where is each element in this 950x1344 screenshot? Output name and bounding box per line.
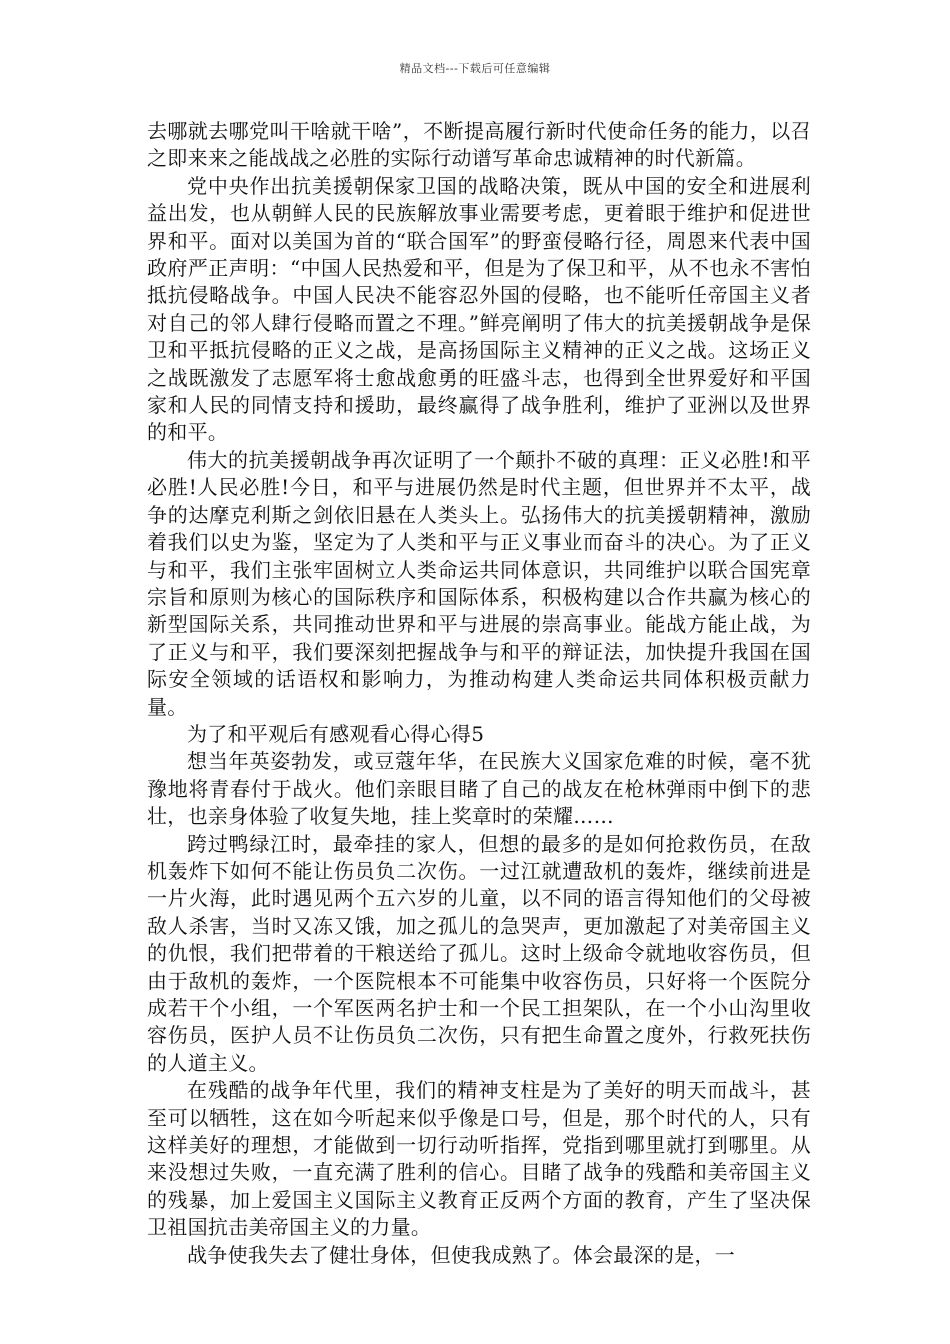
paragraph: 跨过鸭绿江时，最牵挂的家人，但想的最多的是如何抢救伤员，在敌机轰炸下如何不能让伤员负二次伤。一过江就遭敌机的轰炸，继续前进是一片火海，此时遇见两个五六岁的儿童，以不同的语言得知他们的父母被敌人杀害，当时又冻又饿，加之孤儿的急哭声，更加激起了对美帝国主义的仇恨，我们把带着的干粮送给了孤儿。这时上级命令就地收容伤员，但由于敌机的轰炸，一个医院根本不可能集中收容伤员，只好将一个医院分成若干个小组，一个军医两名护士和一个民工担架队，在一个小山沟里收容伤员，医护人员不让伤员负二次伤，只有把生命置之度外，行救死扶伤的人道主义。 (147, 831, 811, 1075)
paragraph-continuation: 去哪就去哪党叫干啥就干啥”，不断提高履行新时代使命任务的能力，以召之即来来之能战战之必胜的实际行动谱写革命忠诚精神的时代新篇。 (147, 119, 811, 171)
document-body (147, 118, 811, 1269)
page-header: 精品文档---下载后可任意编辑 (399, 62, 551, 75)
section-heading: 为了和平观后有感观看心得心得5 (187, 721, 485, 746)
paragraph: 党中央作出抗美援朝保家卫国的战略决策，既从中国的安全和进展利益出发，也从朝鲜人民的民族解放事业需要考虑，更着眼于维护和促进世界和平。面对以美国为首的“联合国军”的野蛮侵略行径，周恩来代表中国政府严正声明：“中国人民热爱和平，但是为了保卫和平，从不也永不害怕抵抗侵略战争。中国人民决不能容忍外国的侵略，也不能听任帝国主义者对自己的邻人肆行侵略而置之不理。”鲜亮阐明了伟大的抗美援朝战争是保卫和平抵抗侵略的正义之战，是高扬国际主义精神的正义之战。这场正义之战既激发了志愿军将士愈战愈勇的旺盛斗志，也得到全世界爱好和平国家和人民的同情支持和援助，最终赢得了战争胜利，维护了亚洲以及世界的和平。 (147, 173, 811, 445)
paragraph: 在残酷的战争年代里，我们的精神支柱是为了美好的明天而战斗，甚至可以牺牲，这在如今听起来似乎像是口号，但是，那个时代的人，只有这样美好的理想，才能做到一切行动听指挥，党指到哪里就打到哪里。从来没想过失败，一直充满了胜利的信心。目睹了战争的残酷和美帝国主义的残暴，加上爱国主义国际主义教育正反两个方面的教育，产生了坚决保卫祖国抗击美帝国主义的力量。 (147, 1078, 811, 1240)
paragraph-truncated: 战争使我失去了健壮身体，但使我成熟了。体会最深的是，一 (187, 1242, 736, 1267)
paragraph: 想当年英姿勃发，或豆蔻年华，在民族大义国家危难的时候，毫不犹豫地将青春付于战火。他们亲眼目睹了自己的战友在枪林弹雨中倒下的悲壮，也亲身体验了收复失地，挂上奖章时的荣耀…… (147, 749, 811, 829)
paragraph: 伟大的抗美援朝战争再次证明了一个颠扑不破的真理：正义必胜!和平必胜!人民必胜!今日，和平与进展仍然是时代主题，但世界并不太平，战争的达摩克利斯之剑依旧悬在人类头上。弘扬伟大的抗美援朝精神，激励着我们以史为鉴，坚定为了人类和平与正义事业而奋斗的决心。为了正义与和平，我们主张牢固树立人类命运共同体意识，共同维护以联合国宪章宗旨和原则为核心的国际秩序和国际体系，积极构建以合作共赢为核心的新型国际关系，共同推动世界和平与进展的崇高事业。能战方能止战，为了正义与和平，我们要深刻把握战争与和平的辩证法，加快提升我国在国际安全领域的话语权和影响力，为推动构建人类命运共同体积极贡献力量。 (147, 447, 811, 719)
